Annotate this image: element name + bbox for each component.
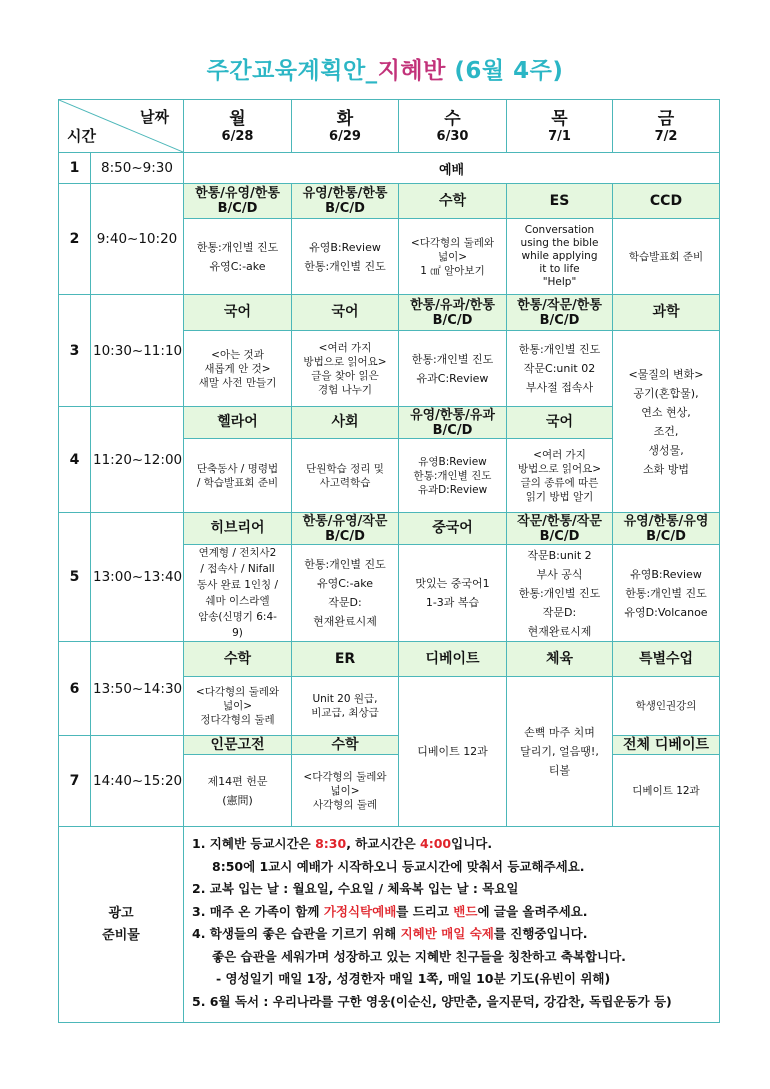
content-cell: 유영B:Review 한통:개인별 진도 [292, 219, 399, 295]
period-time: 10:30~11:10 [91, 295, 184, 407]
subject-cell: 수학 [292, 736, 399, 755]
day-header-tue: 화 6/29 [292, 100, 399, 153]
subject-cell: 헬라어 [184, 407, 292, 439]
notice-4: 4. 학생들의 좋은 습관을 기르기 위해 지혜반 매일 숙제를 진행중입니다. [192, 926, 588, 941]
header-row [59, 100, 720, 153]
content-cell: 손뼉 마주 치며 달리기, 얼음땡!, 티볼 [507, 677, 613, 827]
content-cell: <아는 것과 새롭게 안 것> 새말 사전 만들기 [184, 331, 292, 407]
subject-cell: 사회 [292, 407, 399, 439]
day-header-wed: 수 6/30 [399, 100, 507, 153]
weekly-plan-table [58, 99, 720, 1023]
content-cell: <여러 가지 방법으로 읽어요> 글의 종류에 따른 읽기 방법 알기 [507, 439, 613, 513]
content-cell: <다각형의 둘레와 넓이> 정다각형의 둘레 [184, 677, 292, 736]
subject-cell: 한통/작문/한통 B/C/D [507, 295, 613, 331]
day-header-fri: 금 7/2 [613, 100, 720, 153]
content-cell: Unit 20 원급, 비교급, 최상급 [292, 677, 399, 736]
content-cell: 한통:개인별 진도 유과C:Review [399, 331, 507, 407]
notices-content [184, 827, 720, 1023]
subject-cell: CCD [613, 184, 720, 219]
period-number: 1 [59, 153, 91, 184]
notice-1: 1. 지혜반 등교시간은 8:30, 하교시간은 4:00입니다. [192, 836, 493, 851]
day-header-mon: 월 6/28 [184, 100, 292, 153]
content-cell: 유영B:Review 한통:개인별 진도 유영D:Volcanoe [613, 545, 720, 642]
period-time: 14:40~15:20 [91, 736, 184, 827]
content-cell: 학습발표회 준비 [613, 219, 720, 295]
period-3-subject-row [59, 295, 720, 331]
subject-cell: 유영/한통/한통 B/C/D [292, 184, 399, 219]
content-cell: <다각형의 둘레와 넓이> 1 ㎠ 알아보기 [399, 219, 507, 295]
content-cell: 단축동사 / 명령법 / 학습발표회 준비 [184, 439, 292, 513]
corner-date-label: 날짜 [140, 108, 169, 126]
period-6-subject-row [59, 642, 720, 677]
notice-3: 3. 매주 온 가족이 함께 가정식탁예배를 드리고 밴드에 글을 올려주세요. [192, 903, 588, 919]
subject-cell: 유영/한통/유영 B/C/D [613, 513, 720, 545]
period-7-subject-row [59, 736, 720, 755]
period-number: 5 [59, 513, 91, 642]
period-number: 2 [59, 184, 91, 295]
period-2-subject-row [59, 184, 720, 219]
notice-4-line2: 좋은 습관을 세워가며 성장하고 있는 지혜반 친구들을 칭찬하고 축복합니다. [212, 948, 626, 964]
subject-cell: 국어 [292, 295, 399, 331]
content-cell: 단원학습 정리 및 사고력학습 [292, 439, 399, 513]
notice-2: 2. 교복 입는 날 : 월요일, 수요일 / 체육복 입는 날 : 목요일 [192, 881, 519, 896]
subject-cell: 한통/유영/작문 B/C/D [292, 513, 399, 545]
worship-cell: 예배 [184, 153, 720, 184]
subject-cell: 작문/한통/작문 B/C/D [507, 513, 613, 545]
period-time: 8:50~9:30 [91, 153, 184, 184]
subject-cell: 국어 [184, 295, 292, 331]
content-cell: 학생인권강의 [613, 677, 720, 736]
period-number: 3 [59, 295, 91, 407]
subject-cell: 수학 [399, 184, 507, 219]
content-cell: <물질의 변화> 공기(혼합물), 연소 현상, 조건, 생성물, 소화 방법 [613, 331, 720, 513]
content-cell: 연계형 / 전치사2 / 접속사 / Nifall 동사 완료 1인칭 / 쉐마 이스라엘 암송(신명기 6:4- 9) [184, 545, 292, 642]
notices-row [59, 827, 720, 1023]
period-time: 11:20~12:00 [91, 407, 184, 513]
subject-cell: 체육 [507, 642, 613, 677]
period-number: 4 [59, 407, 91, 513]
notice-4-line3: - 영성일기 매일 1장, 성경한자 매일 1쪽, 매일 10분 기도(유빈이 위해) [216, 971, 611, 986]
content-cell: 한통:개인별 진도 작문C:unit 02 부사절 접속사 [507, 331, 613, 407]
period-5-subject-row [59, 513, 720, 545]
subject-cell: 특별수업 [613, 642, 720, 677]
content-cell: <다각형의 둘레와 넓이> 사각형의 둘레 [292, 755, 399, 827]
subject-cell: 히브리어 [184, 513, 292, 545]
subject-cell: 과학 [613, 295, 720, 331]
subject-cell: ES [507, 184, 613, 219]
subject-cell: 전체 디베이트 [613, 736, 720, 755]
corner-time-label: 시간 [67, 127, 96, 145]
content-cell: 작문B:unit 2 부사 공식 한통:개인별 진도 작문D: 현재완료시제 [507, 545, 613, 642]
content-cell: 디베이트 12과 [399, 677, 507, 827]
content-cell: 유영B:Review 한통:개인별 진도 유과D:Review [399, 439, 507, 513]
content-cell: <여러 가지 방법으로 읽어요> 글을 찾아 읽은 경험 나누기 [292, 331, 399, 407]
period-number: 7 [59, 736, 91, 827]
subject-cell: 수학 [184, 642, 292, 677]
content-cell: 한통:개인별 진도 유영C:-ake [184, 219, 292, 295]
period-1-row [59, 153, 720, 184]
content-cell: Conversation using the bible while applying it to life "Help" [507, 219, 613, 295]
notices-label: 광고 준비물 [59, 827, 184, 1023]
content-cell: 제14편 헌문 (憲問) [184, 755, 292, 827]
subject-cell: 국어 [507, 407, 613, 439]
notice-5: 5. 6월 독서 : 우리나라를 구한 영웅(이순신, 양만춘, 을지문덕, 강감찬, 독립운동가 등) [192, 993, 672, 1009]
subject-cell: 중국어 [399, 513, 507, 545]
subject-cell: 유영/한통/유과 B/C/D [399, 407, 507, 439]
period-time: 13:00~13:40 [91, 513, 184, 642]
content-cell: 한통:개인별 진도 유영C:-ake 작문D: 현재완료시제 [292, 545, 399, 642]
period-time: 9:40~10:20 [91, 184, 184, 295]
subject-cell: 인문고전 [184, 736, 292, 755]
period-number: 6 [59, 642, 91, 736]
subject-cell: 한통/유영/한통 B/C/D [184, 184, 292, 219]
header-corner-cell [59, 100, 184, 153]
period-time: 13:50~14:30 [91, 642, 184, 736]
content-cell: 맛있는 중국어1 1-3과 복습 [399, 545, 507, 642]
subject-cell: 디베이트 [399, 642, 507, 677]
notice-1-line2: 8:50에 1교시 예배가 시작하오니 등교시간에 맞춰서 등교해주세요. [212, 858, 585, 874]
page-title: 주간교육계획안_지혜반 (6월 4주) [206, 58, 564, 84]
subject-cell: 한통/유과/한통 B/C/D [399, 295, 507, 331]
content-cell: 디베이트 12과 [613, 755, 720, 827]
subject-cell: ER [292, 642, 399, 677]
day-header-thu: 목 7/1 [507, 100, 613, 153]
